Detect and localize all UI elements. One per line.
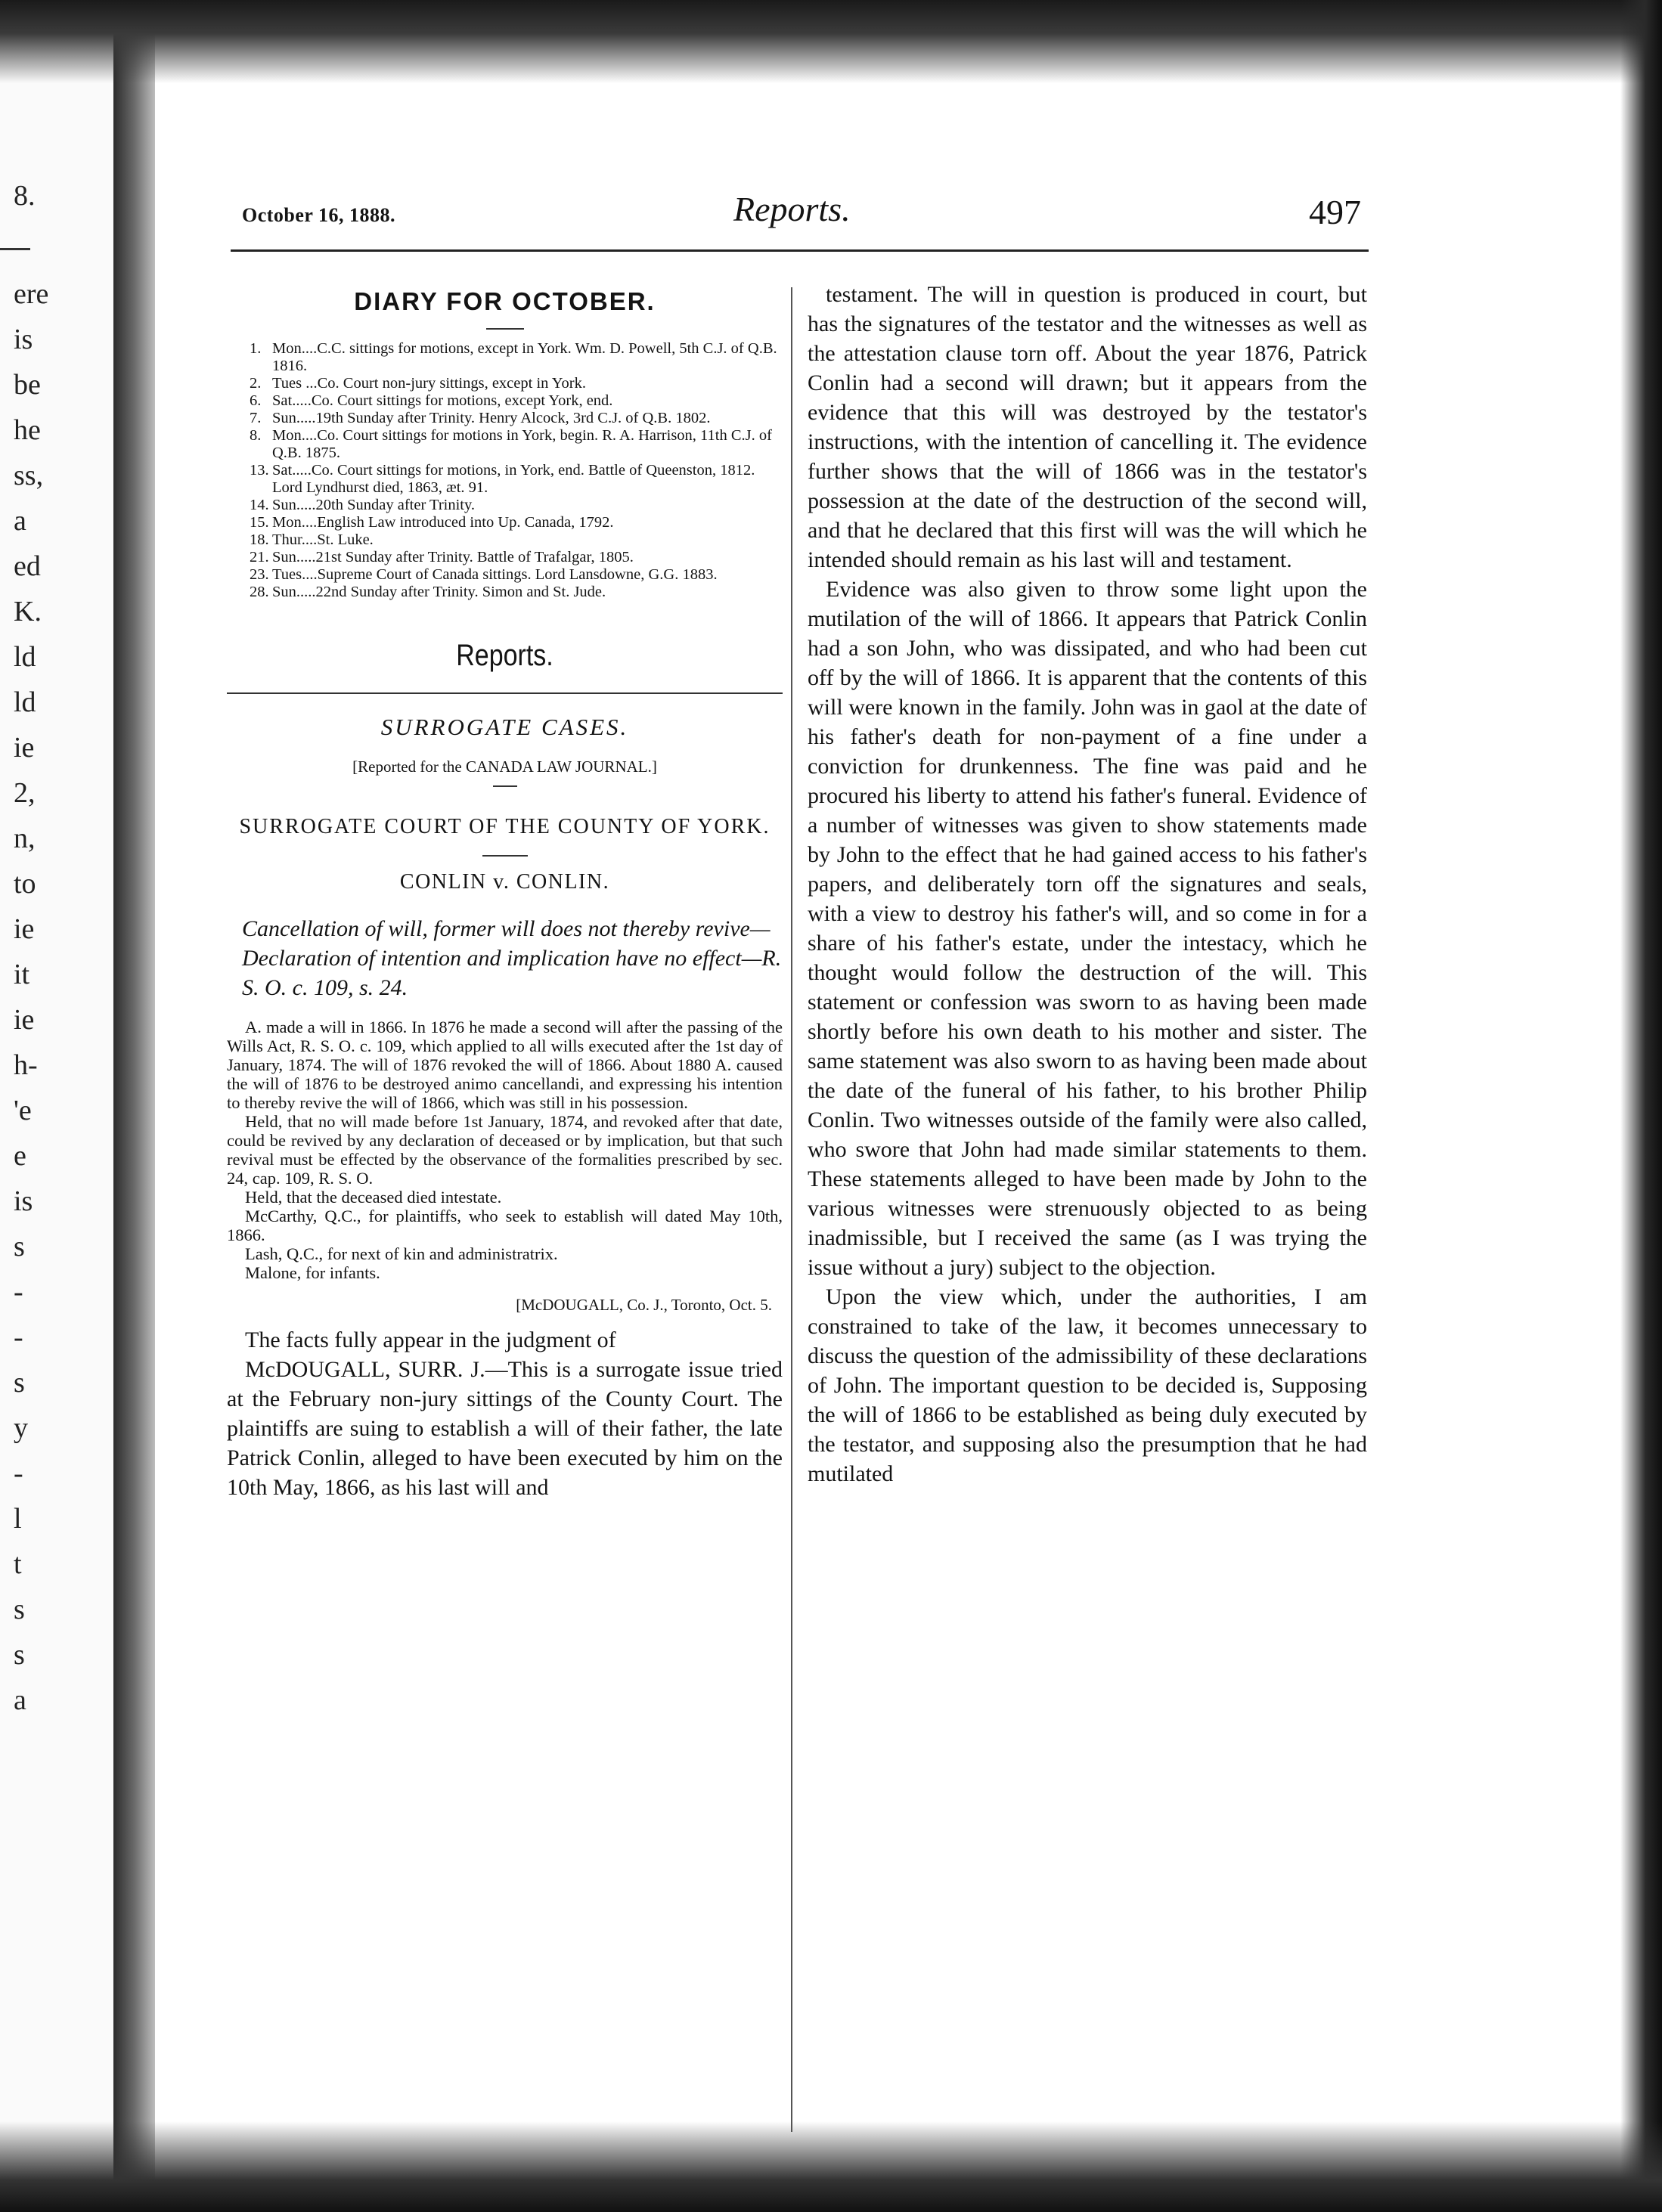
diary-entry [250,514,783,531]
diary-rule [486,328,524,330]
scan-right-edge [1620,0,1662,2212]
facing-page-fragment: be [14,369,41,401]
diary-entry [250,427,783,462]
facing-page-fragment: ie [14,1004,35,1036]
diary-entry [250,584,783,601]
header-section-title: Reports. [733,190,851,228]
facing-page-fragment: a [14,1684,26,1716]
judgment-paragraph: The facts fully appear in the judgment of [245,1328,616,1352]
headnote: Cancellation of will, former will does not thereby revive—Declaration of intention and implication have no effect—R. S. O. c. 109, s. 24. [242,916,782,1000]
facing-page-fragment: K. [14,596,42,627]
facing-page-fragment: 8. [14,180,36,212]
court-name: SURROGATE COURT OF THE COUNTY OF YORK. [239,815,771,838]
diary-day: 1. [250,340,262,357]
facing-page-fragment: s [14,1639,25,1671]
facing-page-fragment: n, [14,823,36,854]
right-column [808,280,1367,1489]
diary-entry [250,392,783,410]
judgment-paragraph: McDOUGALL, SURR. J.—This is a surrogate issue tried at the February non-jury sittings of the County Court. The plaintiffs are suing to establish a will of their father, the late Patrick Conlin, alleged to have been executed by him on the 10th May, 1866, as his last will and [227,1357,783,1500]
diary-day: 8. [250,427,262,444]
facing-page-fragment: a [14,505,26,537]
diary-text: Tues ...Co. Court non-jury sittings, except in York. [272,375,586,392]
judgment-text-right [808,280,1367,1489]
facing-page-fragment: t [14,1548,22,1580]
summary-paragraph: Held, that the deceased died intestate. [245,1188,502,1207]
diary-day: 15. [250,514,269,531]
diary-entry [250,462,783,497]
facing-page-fragment: e [14,1140,26,1172]
facing-page-fragment: s [14,1367,25,1399]
column-divider [791,287,792,2132]
diary-entry [250,549,783,566]
facing-page-fragment: ld [14,686,36,718]
facing-page-fragment: - [14,1276,23,1308]
facing-page-fragment: s [14,1594,25,1625]
facing-page-fragment: ie [14,732,35,764]
case-name: CONLIN v. CONLIN. [399,870,610,894]
diary-entry [250,410,783,427]
diary-text: Sun.....21st Sunday after Trinity. Battle of Trafalgar, 1805. [272,549,634,565]
diary-entry [250,497,783,514]
diary-text: Mon....C.C. sittings for motions, except in York. Wm. D. Powell, 5th C.J. of Q.B. 1816. [272,340,777,374]
facing-page-fragment: 'e [14,1095,32,1126]
diary-day: 18. [250,531,269,548]
facing-page-fragment: to [14,868,36,900]
facing-page-fragment: s [14,1231,25,1262]
summary-paragraph: Lash, Q.C., for next of kin and administratrix. [245,1244,558,1263]
page-number: 497 [1309,193,1361,231]
diary-text: Mon....Co. Court sittings for motions in York, begin. R. A. Harrison, 11th C.J. of Q.B. 1875. [272,427,772,461]
diary-day: 14. [250,497,269,513]
diary-entry [250,375,783,392]
summary-paragraph: A. made a will in 1866. In 1876 he made a second will after the passing of the Wills Act, R. S. O. c. 109, which applied to all wills executed after the 1st day of January, 1874. The will of 1876 revoked the will of 1866. About 1880 A. caused the will of 1876 to be destroyed animo cancellandi, and expressing his intention to thereby revive the will of 1866, which was still in his possession. [227,1018,783,1112]
diary-day: 7. [250,410,262,426]
judgment-text-left [227,1325,783,1502]
facing-page-fragment: - [14,1458,23,1489]
facing-page-fragment: ie [14,913,35,945]
diary-text: Sat.....Co. Court sittings for motions, except York, end. [272,392,613,409]
facing-page-fragment: ere [14,278,49,310]
diary-entry [250,340,783,375]
facing-page-fragment: ed [14,550,41,582]
diary-list [227,340,783,601]
diary-day: 6. [250,392,262,409]
short-rule [493,785,517,787]
reported-for-line: [Reported for the CANADA LAW JOURNAL.] [352,757,657,776]
left-column [227,280,783,1502]
book-binding-shadow [113,0,155,2212]
summary-paragraph: McCarthy, Q.C., for plaintiffs, who seek to establish will dated May 10th, 1866. [227,1207,783,1244]
judgment-paragraph: Evidence was also given to throw some light upon the mutilation of the will of 1866. It appears that Patrick Conlin had a son John, who was dissipated, and who had been cut off by the will of 1866. It is apparent that the contents of this will were known in the family. John was in gaol at the date of his father's death for non-payment of a fine under a conviction for drunkenness. The fine was paid and he procured his liberty to attend his father's funeral. Evidence of a number of witnesses was given to show statements made by John to the effect that he had gained access to his father's papers, and deliberately torn off the signatures and seals, with a view to destroy his father's will, and so come in for a share of his father's estate, under the intestacy, which he thought would follow the destruction of the will. This statement or confession was sworn to as having been made shortly before his own death to his mother and sister. The same statement was also sworn to as having been made about the date of the funeral of his father, to his brother Philip Conlin. Two witnesses outside of the family were also called, who swore that John had made similar statements to them. These statements alleged to have been made by John to the various witnesses were strenuously objected to as being inadmissible, but I received the same (as I was trying the issue without a jury) subject to the objection. [808,577,1367,1280]
section-heading: SURROGATE CASES. [380,714,629,740]
diary-entry [250,566,783,584]
diary-entry [250,531,783,549]
facing-page-fragment: he [14,414,41,446]
diary-day: 28. [250,584,269,600]
diary-text: Sat.....Co. Court sittings for motions, in York, end. Battle of Queenston, 1812. Lord Lyndhurst died, 1863, æt. 91. [272,462,755,496]
diary-text: Tues....Supreme Court of Canada sittings. Lord Lansdowne, G.G. 1883. [272,566,718,583]
judgment-paragraph: Upon the view which, under the authorities, I am constrained to take of the law, it becomes unnecessary to discuss the question of the admissibility of these declarations of John. The important question to be decided is, Supposing the will of 1866 to be established as being duly executed by the testator, and supposing also the presumption that he had mutilated [808,1284,1367,1486]
scan-bottom-edge [0,2121,1662,2212]
diary-text: Sun.....19th Sunday after Trinity. Henry Alcock, 3rd C.J. of Q.B. 1802. [272,410,711,426]
diary-title: DIARY FOR OCTOBER. [354,287,656,315]
header-rule [231,249,1369,252]
judgment-dateline: [McDOUGALL, Co. J., Toronto, Oct. 5. [516,1296,772,1314]
scan-top-edge [0,0,1662,83]
diary-text: Thur....St. Luke. [272,531,374,548]
court-rule [482,855,528,857]
reports-heading: Reports. [456,639,553,672]
diary-day: 21. [250,549,269,565]
facing-page-fragment: h- [14,1049,38,1081]
judgment-paragraph: testament. The will in question is produced in court, but has the signatures of the testator and the witnesses as well as the attestation clause torn off. About the year 1876, Patrick Conlin had a second will drawn; but it appears from the evidence that this will was destroyed by the testator's instructions, with the intention of cancelling it. The evidence further shows that the will of 1866 was in the testator's possession at the date of the destruction of the second will, and that he declared that this first will was the will which he intended should remain as his last will and testament. [808,282,1367,572]
diary-text: Sun.....20th Sunday after Trinity. [272,497,476,513]
diary-text: Sun.....22nd Sunday after Trinity. Simon and St. Jude. [272,584,606,600]
diary-day: 13. [250,462,269,479]
facing-page-fragment: ld [14,641,36,673]
facing-page-fragment: is [14,324,33,355]
diary-text: Mon....English Law introduced into Up. Canada, 1792. [272,514,614,531]
facing-page-fragment: l [14,1503,22,1535]
summary-paragraph: Malone, for infants. [245,1263,380,1282]
facing-page-fragment: it [14,959,30,990]
facing-page-fragment: 2, [14,777,36,809]
facing-page-fragment: y [14,1412,28,1444]
facing-page-fragment: is [14,1185,33,1217]
summary-paragraph: Held, that no will made before 1st January, 1874, and revoked after that date, could be revived by any declaration of deceased or by implication, but that such revival must be effected by the observance of the formalities prescribed by sec. 24, cap. 109, R. S. O. [227,1112,783,1188]
header-date: October 16, 1888. [242,204,395,226]
diary-day: 23. [250,566,269,583]
facing-page-rule [0,248,30,250]
case-summary [227,1018,783,1282]
page-header [242,189,1361,242]
facing-page-fragment: ss, [14,460,44,491]
facing-page-fragment: - [14,1321,23,1353]
diary-day: 2. [250,375,262,392]
reports-rule [227,692,783,694]
